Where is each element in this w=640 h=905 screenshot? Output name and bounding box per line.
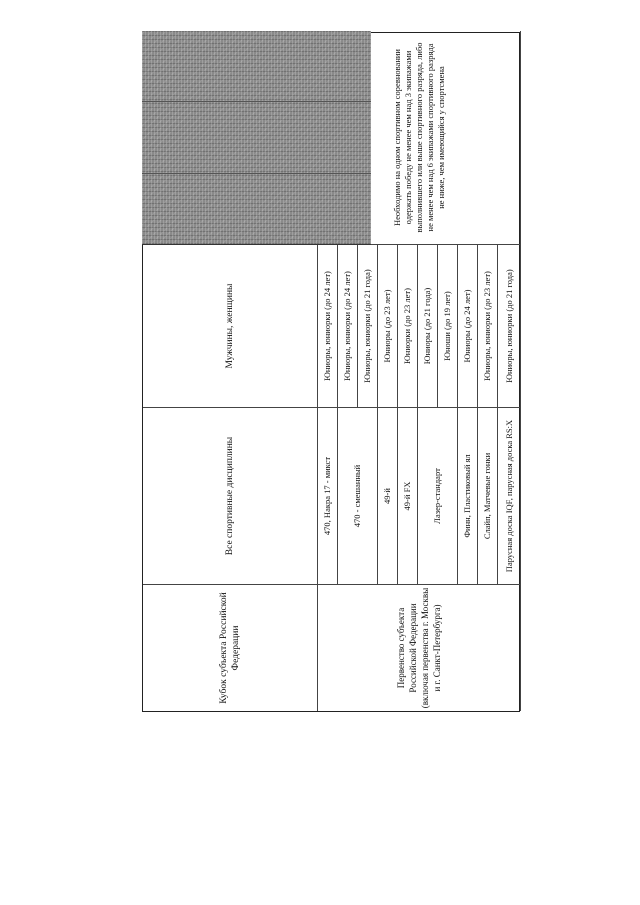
section2-requirement: Необходимо на одном спортивном соревновании одержать победу не менее чем над 3 экипажами выполнившего или выше спортивного разряда, либо не менее чем над 6 экипажами спортивного разряда не ниже, чем имеющийся у спортсмена [391,42,446,233]
row-2-group: Юниоры, юниорки (до 24 лет) [338,244,358,407]
row-9-discipline: Слайп, Матчевые гонки [478,407,498,584]
row-1-discipline: 470, Накра 17 - микст [318,407,338,584]
row-4-group: Юниоры (до 23 лет) [378,244,398,407]
row-8-group: Юниоры (до 24 лет) [458,244,478,407]
row-5-group: Юниорки (до 23 лет) [398,244,418,407]
row-8-discipline: Финн, Пластиковый ял [458,407,478,584]
row-7-group: Юноши (до 19 лет) [438,244,458,407]
row-1-group: Юниоры, юниорки (до 24 лет) [318,244,338,407]
row-3-group: Юниоры, юниорки (до 21 года) [358,244,378,407]
header-competition: Кубок субъекта Российской Федерации [143,584,318,711]
row-6-group: Юниоры (до 21 года) [418,244,438,407]
shaded-scan-area [142,31,371,245]
header-discipline: Все спортивные дисциплины [143,407,318,584]
rotated-table [142,32,520,712]
section2-competition: Первенство субъекта Российской Федерации (включая первенства г. Москвы и г. Санкт-Петербурга) [318,584,521,711]
row-9-group: Юниоры, юниорки (до 23 лет) [478,244,498,407]
row-10-discipline: Парусная доска IQF, парусная доска RS:X [498,407,521,584]
row-5-discipline: 49-й FX [398,407,418,584]
row-2-discipline: 470 - смешанный [338,407,378,584]
row-10-group: Юниоры, юниорки (до 21 года) [498,244,521,407]
row-6-discipline: Лазер-стандарт [418,407,458,584]
header-group: Мужчины, женщины [143,244,318,407]
row-4-discipline: 49-й [378,407,398,584]
